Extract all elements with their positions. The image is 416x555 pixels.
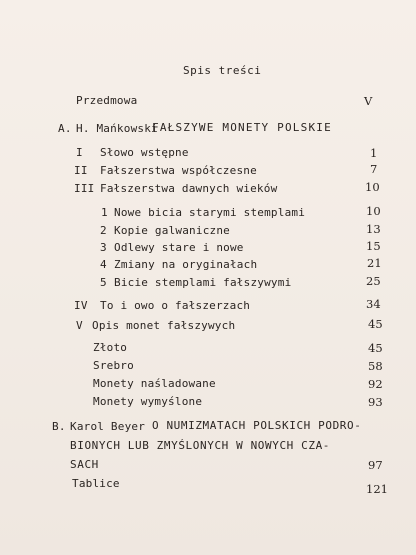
toc-sub-page: 21 — [367, 256, 382, 270]
toc-sub-page: 15 — [366, 239, 381, 253]
page-title: Spis treści — [183, 64, 262, 77]
toc-sub-page: 45 — [368, 341, 383, 355]
toc-sub-label: Nowe bicia starymi stemplami — [114, 206, 306, 219]
toc-entry-page: 1 — [370, 146, 378, 160]
toc-entry-page: 121 — [366, 482, 388, 496]
toc-sub-label: Bicie stemplami fałszywymi — [114, 276, 292, 289]
toc-roman-5: V — [76, 319, 83, 332]
toc-entry-page: 10 — [365, 180, 380, 194]
toc-entry-label: To i owo o fałszerzach — [100, 299, 251, 312]
toc-sub-page: 25 — [366, 274, 381, 288]
toc-entry-page: 34 — [366, 297, 381, 311]
toc-entry-page: 7 — [370, 162, 378, 176]
toc-sub-marker: 1 — [101, 206, 108, 219]
toc-sub-marker: 4 — [100, 258, 107, 271]
toc-sub-label: Monety naśladowane — [93, 377, 216, 390]
toc-sub-marker: 2 — [100, 224, 107, 237]
section-marker-b: B. — [52, 420, 66, 433]
section-title-b-line1: O NUMIZMATACH POLSKICH PODRO- — [152, 419, 362, 432]
toc-entry-page: 97 — [368, 458, 383, 472]
section-title-a: FAŁSZYWE MONETY POLSKIE — [152, 121, 332, 134]
toc-entry-preface: Przedmowa — [76, 94, 138, 107]
toc-sub-label: Monety wymyślone — [93, 395, 203, 408]
toc-sub-page: 93 — [368, 395, 383, 409]
toc-sub-marker: 3 — [100, 241, 107, 254]
section-title-b-line3: SACH — [70, 458, 99, 471]
toc-sub-label: Kopie galwaniczne — [114, 224, 230, 237]
section-marker-a: A. — [58, 122, 72, 135]
toc-entry-label: Tablice — [72, 477, 120, 490]
toc-sub-page: 13 — [366, 222, 381, 236]
toc-sub-marker: 5 — [100, 276, 107, 289]
toc-roman-4: IV — [74, 299, 88, 312]
toc-sub-label: Srebro — [93, 359, 134, 372]
toc-sub-page: 10 — [366, 204, 381, 218]
toc-roman-2: II — [74, 164, 88, 177]
toc-roman-1: I — [76, 146, 83, 159]
toc-entry-label: Fałszerstwa współczesne — [100, 164, 257, 177]
toc-sub-label: Odlewy stare i nowe — [114, 241, 244, 254]
toc-page-preface: V — [364, 94, 373, 108]
toc-sub-page: 92 — [368, 377, 383, 391]
section-author-b: Karol Beyer — [70, 420, 146, 433]
toc-entry-page: 45 — [368, 317, 383, 331]
toc-sub-label: Złoto — [93, 341, 128, 354]
section-author-a: H. Mańkowski — [76, 122, 158, 135]
toc-entry-label: Fałszerstwa dawnych wieków — [100, 182, 278, 195]
toc-sub-page: 58 — [368, 359, 383, 373]
toc-entry-label: Słowo wstępne — [100, 146, 189, 159]
toc-entry-label: Opis monet fałszywych — [92, 319, 236, 332]
toc-sub-label: Zmiany na oryginałach — [114, 258, 258, 271]
section-title-b-line2: BIONYCH LUB ZMYŚLONYCH W NOWYCH CZA- — [70, 439, 331, 452]
toc-roman-3: III — [74, 182, 95, 195]
